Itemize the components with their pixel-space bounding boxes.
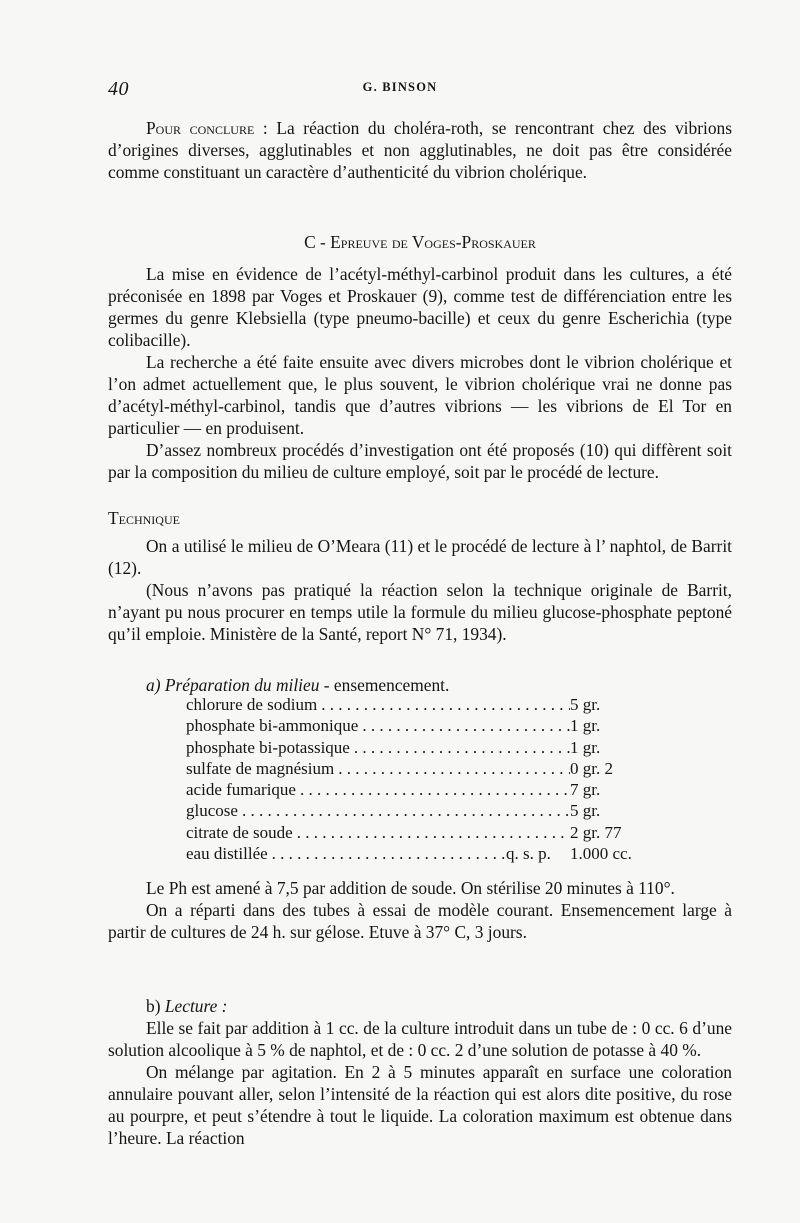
section-paragraph: La mise en évidence de l’acétyl-méthyl-carbinol produit dans les cultures, a été préconisée en 1898 par Voges et Proskauer (9), comme test de différenciation entre les germes du genre Klebsiella (type pneumo-bacille) et ceux du genre Escherichia (type colibacille). <box>108 264 732 350</box>
ingredient-amount: 1 gr. <box>570 716 601 736</box>
preparation-suffix: - ensemencement. <box>319 675 450 695</box>
ingredient-name: phosphate bi-ammonique <box>186 716 359 736</box>
ingredient-amount: 1 gr. <box>570 737 601 757</box>
ingredient-name: citrate de soude <box>186 822 293 842</box>
section-paragraph: La recherche a été faite ensuite avec divers microbes dont le vibrion cholérique et l’on admet actuellement que, le plus souvent, le vibrion cholérique vrai ne donne pas d’acétyl-méthyl-carbinol, tandis que d’autres vibrions — les vibrions de El Tor en particulier — en produisent. <box>108 352 732 438</box>
technique-section <box>108 507 732 645</box>
ingredient-name: acide fumarique <box>186 780 296 800</box>
page-number: 40 <box>108 78 129 100</box>
ingredient-amount: 2 gr. 77 <box>570 822 622 842</box>
ingredient-amount: 7 gr. <box>570 780 601 800</box>
ingredient-list <box>186 694 656 864</box>
conclusion-paragraph <box>108 117 732 183</box>
lecture-paragraph: Elle se fait par addition à 1 cc. de la culture introduit dans un tube de : 0 cc. 6 d’une solution alcoolique à 5 % de naphtol, et de : 0 cc. 2 d’une solution de potasse à 40 %. <box>108 1018 732 1060</box>
ingredient-qs: q. s. p. <box>506 844 551 864</box>
ingredient-row <box>186 694 656 715</box>
technique-heading: Technique <box>108 508 180 528</box>
lecture-paragraph: On mélange par agitation. En 2 à 5 minutes apparaît en surface une coloration annulaire pouvant aller, selon l’intensité de la réaction qui est alors dite positive, du rose au pourpre, et peut s’étendre à tout le liquide. La coloration maximum est obtenue dans l’heure. La réaction <box>108 1062 732 1148</box>
ingredient-row <box>186 737 656 758</box>
ingredient-amount: 0 gr. 2 <box>570 758 613 778</box>
conclusion-text: La réaction du choléra-roth, se rencontrant chez des vibrions d’origines diverses, agglutinables et non agglutinables, ne doit pas être considérée comme constituant un caractère d’authenticité du vibrion cholérique. <box>108 118 732 182</box>
ingredient-row <box>186 715 656 736</box>
ingredient-row <box>186 800 656 821</box>
preparation-title: Préparation du milieu <box>164 675 320 695</box>
ingredient-row <box>186 779 656 800</box>
ingredient-name: chlorure de sodium <box>186 695 318 714</box>
ingredient-name: glucose <box>186 801 238 821</box>
lecture-section <box>108 995 732 1149</box>
after-recipe-paragraph: Le Ph est amené à 7,5 par addition de soude. On stérilise 20 minutes à 110°. <box>146 878 675 898</box>
ingredient-row <box>186 843 656 864</box>
running-head: G. BINSON <box>362 80 438 94</box>
ingredient-amount: 5 gr. <box>570 801 601 821</box>
technique-paragraph: (Nous n’avons pas pratiqué la réaction selon la technique originale de Barrit, n’ayant pu nous procurer en temps utile la formule du milieu glucose-phosphate peptoné qu’il emploie. Ministère de la Santé, report N° 71, 1934). <box>108 580 732 644</box>
section-title: C - Epreuve de Voges-Proskauer <box>304 232 536 252</box>
lecture-title: Lecture : <box>164 996 228 1016</box>
lecture-marker: b) <box>146 996 161 1016</box>
technique-paragraph: On a utilisé le milieu de O’Meara (11) et le procédé de lecture à l’ naphtol, de Barrit (12). <box>108 536 732 578</box>
ingredient-row <box>186 758 656 779</box>
preparation-heading <box>108 674 732 696</box>
ingredient-amount: 1.000 cc. <box>570 844 632 864</box>
after-recipe <box>108 877 732 943</box>
ingredient-name: phosphate bi-potassique <box>186 737 350 757</box>
section-paragraph: D’assez nombreux procédés d’investigation ont été proposés (10) qui diffèrent soit par la composition du milieu de culture employé, soit par le procédé de lecture. <box>108 440 732 482</box>
conclusion-lead: Pour conclure : <box>146 118 268 138</box>
ingredient-amount: 5 gr. <box>570 695 601 714</box>
ingredient-name: eau distillée <box>186 844 268 864</box>
ingredient-name: sulfate de magnésium <box>186 758 335 778</box>
ingredient-row <box>186 822 656 843</box>
preparation-marker: a) <box>146 675 161 695</box>
section-body <box>108 263 732 483</box>
after-recipe-paragraph: On a réparti dans des tubes à essai de modèle courant. Ensemencement large à partir de cultures de 24 h. sur gélose. Etuve à 37° C, 3 jours. <box>108 900 732 942</box>
